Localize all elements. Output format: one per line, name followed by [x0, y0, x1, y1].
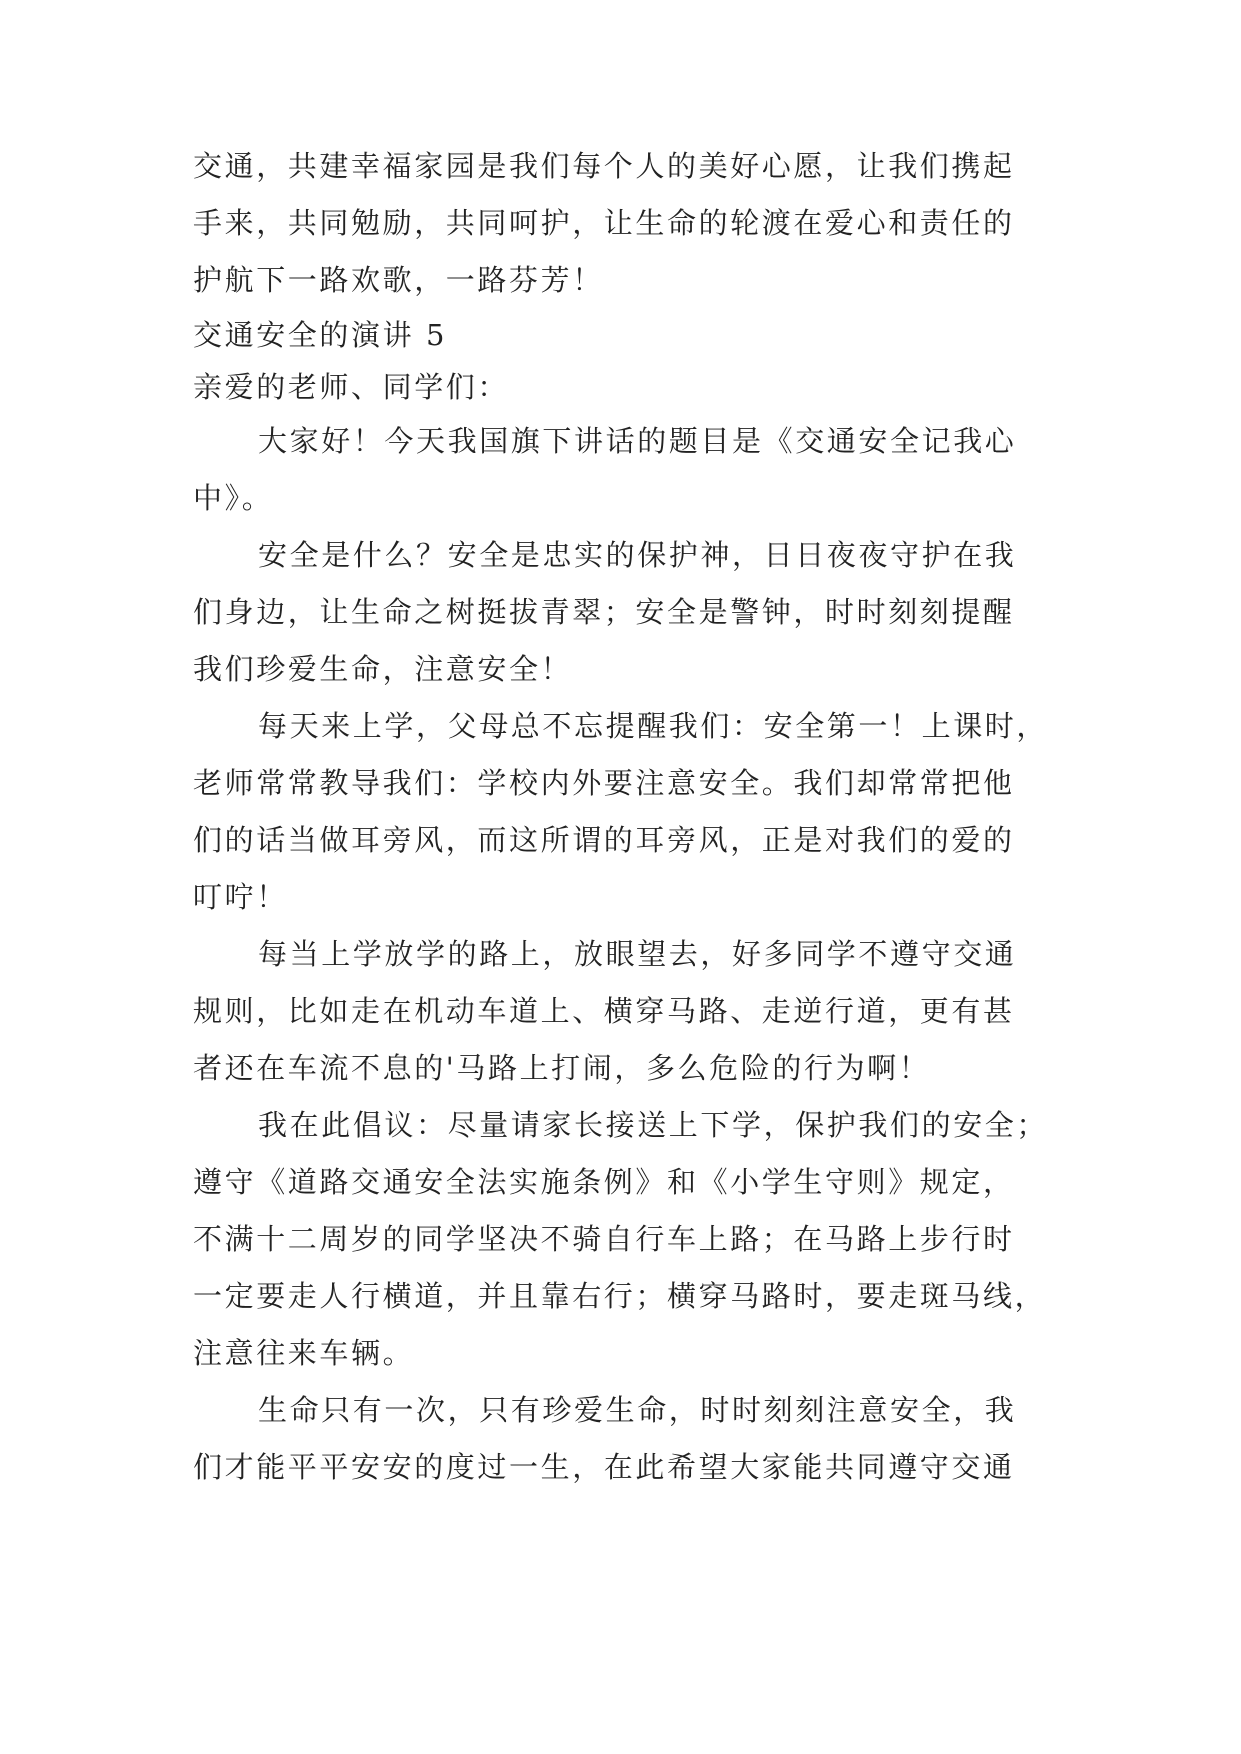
paragraph-line: 我在此倡议：尽量请家长接送上下学，保护我们的安全；	[258, 1108, 1049, 1142]
paragraph-line: 生命只有一次，只有珍爱生命，时时刻刻注意安全，我	[258, 1393, 1017, 1427]
paragraph-line: 们的话当做耳旁风，而这所谓的耳旁风，正是对我们的爱的	[193, 823, 1015, 857]
paragraph-line: 我们珍爱生命，注意安全！	[193, 652, 573, 686]
paragraph-line: 者还在车流不息的'马路上打闹，多么危险的行为啊！	[193, 1051, 931, 1085]
paragraph-line: 一定要走人行横道，并且靠右行；横穿马路时，要走斑马线，	[193, 1279, 1047, 1313]
salutation: 亲爱的老师、同学们：	[193, 370, 510, 404]
paragraph-line: 规则，比如走在机动车道上、横穿马路、走逆行道，更有甚	[193, 994, 1015, 1028]
paragraph-line: 每天来上学，父母总不忘提醒我们：安全第一！上课时，	[258, 709, 1049, 743]
speech-title: 交通安全的演讲 5	[193, 318, 448, 352]
paragraph-line: 不满十二周岁的同学坚决不骑自行车上路；在马路上步行时	[193, 1222, 1015, 1256]
text-line: 手来，共同勉励，共同呵护，让生命的轮渡在爱心和责任的	[193, 206, 1015, 240]
paragraph-line: 遵守《道路交通安全法实施条例》和《小学生守则》规定，	[193, 1165, 1015, 1199]
paragraph-line: 老师常常教导我们：学校内外要注意安全。我们却常常把他	[193, 766, 1015, 800]
paragraph-line: 叮咛！	[193, 880, 288, 914]
paragraph-line: 大家好！今天我国旗下讲话的题目是《交通安全记我心	[258, 424, 1017, 458]
text-line: 交通，共建幸福家园是我们每个人的美好心愿，让我们携起	[193, 149, 1015, 183]
paragraph-line: 每当上学放学的路上，放眼望去，好多同学不遵守交通	[258, 937, 1017, 971]
paragraph-line: 安全是什么？安全是忠实的保护神，日日夜夜守护在我	[258, 538, 1017, 572]
text-line: 护航下一路欢歌，一路芬芳！	[193, 263, 604, 297]
paragraph-line: 注意往来车辆。	[193, 1336, 415, 1370]
paragraph-line: 中》。	[193, 481, 274, 515]
paragraph-line: 们身边，让生命之树挺拔青翠；安全是警钟，时时刻刻提醒	[193, 595, 1015, 629]
paragraph-line: 们才能平平安安的度过一生，在此希望大家能共同遵守交通	[193, 1450, 1015, 1484]
